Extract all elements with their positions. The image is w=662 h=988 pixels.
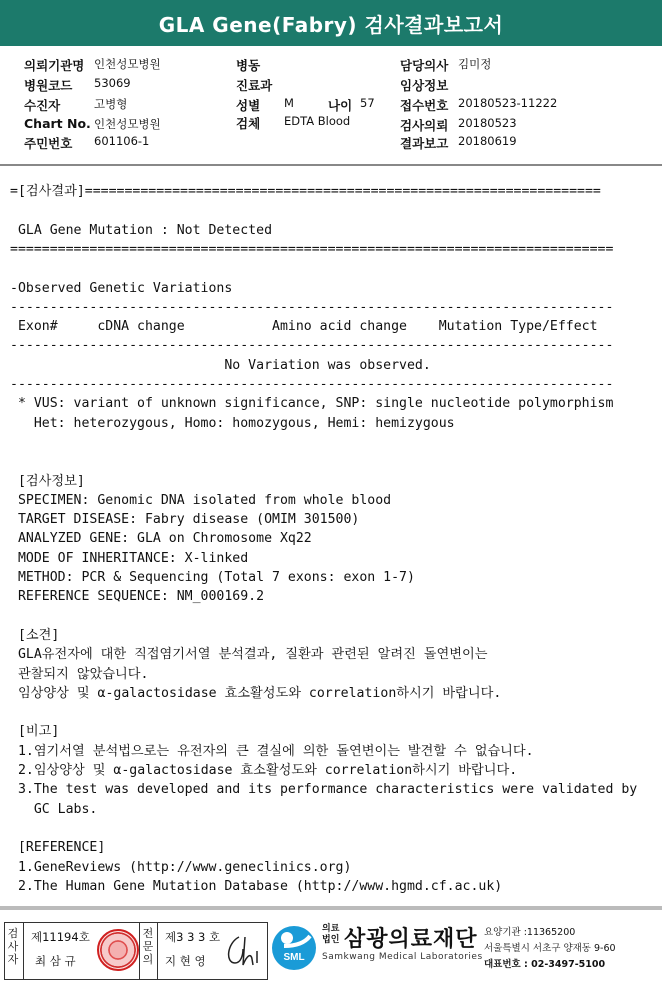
info-report-date: 결과보고 20180619	[400, 134, 517, 151]
report-line: 관찰되지 않았습니다.	[10, 666, 149, 682]
report-line: TARGET DISEASE: Fabry disease (OMIM 301500)	[10, 512, 360, 528]
info-hospital: 의뢰기관명 인천성모병원	[24, 57, 161, 73]
org-phone: 대표번호 : 02-3497-5100	[484, 959, 606, 970]
report-line: REFERENCE SEQUENCE: NM_000169.2	[10, 589, 265, 605]
report-line: =[검사결과]=================================================================	[10, 184, 601, 199]
tester-name: 최 삼 규	[35, 954, 76, 968]
report-line: ----------------------------------------------------------------------------	[10, 377, 614, 392]
info-receipt-no: 접수번호 20180523-11222	[400, 96, 558, 113]
report-line: Het: heterozygous, Homo: homozygous, Hemi: hemizygous	[10, 415, 455, 431]
report-line: [검사정보]	[10, 473, 85, 489]
report-line: 임상양상 및 α-galactosidase 효소활성도와 correlation하시기 바랍니다.	[10, 685, 502, 701]
info-clinical: 임상정보	[400, 78, 449, 93]
info-hospital-code: 병원코드 53069	[24, 76, 131, 93]
footer	[0, 906, 662, 988]
org-code: 요양기관 :11365200	[484, 927, 576, 938]
report-line: 3.The test was developed and its performance characteristics were validated by	[10, 782, 638, 798]
report-line: Exon# cDNA change Amino acid change Mutation Type/Effect	[10, 319, 598, 335]
official-seal-icon	[97, 929, 139, 971]
report-line: ============================================================================	[10, 241, 614, 257]
report-line: [REFERENCE]	[10, 840, 106, 856]
info-sex: 성별 M	[236, 96, 294, 113]
info-request-date: 검사의뢰 20180523	[400, 116, 517, 133]
report-line: MODE OF INHERITANCE: X-linked	[10, 550, 249, 566]
org-type: 의료법인	[322, 924, 340, 945]
info-age: 나이 57	[328, 96, 375, 113]
report-line: [비고]	[10, 724, 60, 740]
report-line: GLA Gene Mutation : Not Detected	[10, 222, 273, 238]
report-title: GLA Gene(Fabry) 검사결과보고서	[0, 0, 662, 46]
report-line: SPECIMEN: Genomic DNA isolated from whole blood	[10, 492, 392, 508]
tester-license-no: 제11194호	[31, 930, 90, 944]
header-divider	[0, 164, 662, 166]
report-line: GC Labs.	[10, 801, 98, 817]
svg-text:SML: SML	[283, 952, 305, 963]
signature-icon	[219, 929, 263, 971]
info-department: 진료과	[236, 78, 273, 93]
report-line: GLA유전자에 대한 직접염기서열 분석결과, 질환과 관련된 알려진 돌연변이는	[10, 647, 488, 663]
org-name: 삼광의료재단	[344, 927, 478, 952]
org-english-name: Samkwang Medical Laboratories	[322, 952, 483, 962]
report-line: No Variation was observed.	[10, 357, 431, 373]
info-patient-name: 수진자 고병형	[24, 97, 128, 113]
specialist-label: 전문의	[142, 927, 154, 966]
report-line: 2.The Human Gene Mutation Database (http://www.hgmd.cf.ac.uk)	[10, 878, 503, 894]
report-line: [소견]	[10, 627, 60, 643]
report-line: 2.임상양상 및 α-galactosidase 효소활성도와 correlation하시기 바랍니다.	[10, 763, 518, 778]
specialist-license-no: 제3 3 3 호	[165, 930, 221, 944]
patient-info-block	[0, 54, 662, 164]
specialist-name: 지 현 영	[165, 954, 206, 968]
info-doctor: 담당의사 김미정	[400, 57, 492, 73]
report-line: 1.GeneReviews (http://www.geneclinics.org)	[10, 859, 352, 875]
info-specimen: 검체 EDTA Blood	[236, 114, 351, 131]
sml-logo-icon	[270, 924, 318, 972]
info-ward: 병동	[236, 58, 261, 73]
report-line: * VUS: variant of unknown significance, SNP: single nucleotide polymorphism	[10, 396, 614, 412]
signature-box	[4, 922, 268, 980]
info-resident-no: 주민번호 601106-1	[24, 134, 150, 151]
report-line: 1.염기서열 분석법으로는 유전자의 큰 결실에 의한 돌연변이는 발견할 수 없습니다.	[10, 743, 534, 759]
report-line: ANALYZED GENE: GLA on Chromosome Xq22	[10, 531, 312, 547]
report-line: -Observed Genetic Variations	[10, 280, 233, 296]
tester-label: 검사자	[7, 927, 19, 966]
report-line: ----------------------------------------------------------------------------	[10, 299, 614, 315]
info-chart-no: Chart No. 인천성모병원	[24, 116, 161, 131]
report-line: ----------------------------------------------------------------------------	[10, 338, 614, 354]
report-line: METHOD: PCR & Sequencing (Total 7 exons: exon 1-7)	[10, 570, 415, 585]
org-address: 서울특별시 서초구 양재동 9-60	[484, 943, 616, 954]
